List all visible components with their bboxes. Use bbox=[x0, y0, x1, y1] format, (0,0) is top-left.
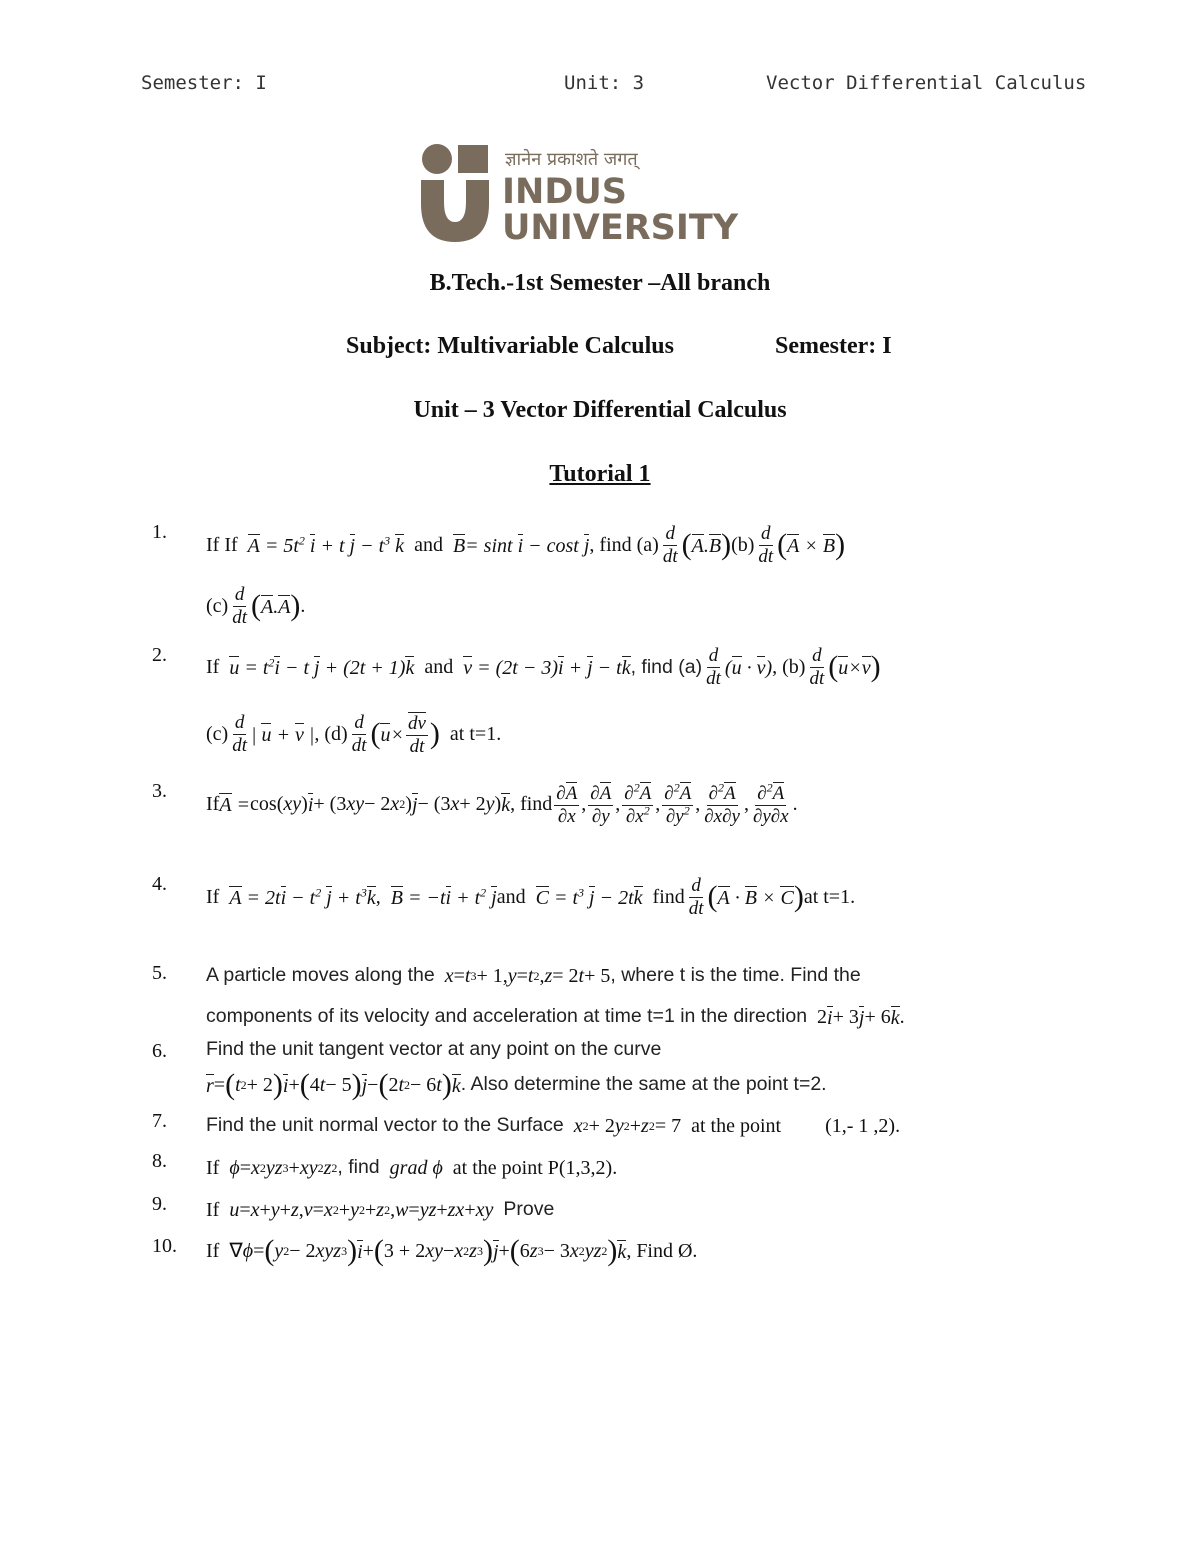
question-number: 7. bbox=[152, 1110, 167, 1132]
question-number: 9. bbox=[152, 1193, 167, 1215]
question-5-line-1: A particle moves along the x = t 3 + 1, y = t 2 , z = 2 t + 5 , where t is the time. Find the bbox=[206, 964, 861, 987]
question-6-line-1: Find the unit tangent vector at any point on the curve bbox=[206, 1038, 662, 1060]
logo-u-shape-icon bbox=[421, 180, 489, 242]
question-10-line: If ∇ ϕ = ( y 2 − 2 xyz 3 ) i + ( 3 + 2 xy − x 2 z 3 ) j + ( 6 z 3 − 3 x 2 yz 2 ) k , Find Ø. bbox=[206, 1234, 698, 1267]
question-2-line-1: If $u = t^2i - t$ j + (2t + 1)k and v = (2t − 3)i + j − tk , find (a) $\frac{d}{dt}$ (u · v) , (b) $\frac{d}{dt}$ ( u×v ) bbox=[206, 645, 881, 689]
question-9-line: If u = x + y + z , v = x 2 + y 2 + z 2 , w = yz + zx + xy Prove bbox=[206, 1198, 555, 1221]
logo-square-icon bbox=[458, 145, 488, 173]
subject-title: Subject: Multivariable Calculus bbox=[346, 333, 674, 359]
program-title: B.Tech.-1st Semester –All branch bbox=[429, 270, 771, 296]
logo-dot-icon bbox=[422, 144, 452, 174]
question-1-line-2: (c) $\frac{d}{dt}$ ( A.A ) . bbox=[206, 584, 306, 628]
semester-title: Semester: I bbox=[775, 333, 892, 359]
question-number: 3. bbox=[152, 780, 167, 802]
question-number: 5. bbox=[152, 962, 167, 984]
question-1-line-1: If If $A = 5t^2$ i + t $j - t^3$ k and B= sint i − cost j , find (a) $\frac{d}{dt}$ ( A.B ) (b) $\frac{d}{dt}$ ( A × B ) bbox=[206, 523, 846, 567]
question-2-line-2: (c) $\frac{d}{dt}$ | u + v | , (d) $\frac{d}{dt}$ ( u× $\frac{dv}{dt}$ ) at t=1. bbox=[206, 712, 502, 757]
question-number: 4. bbox=[152, 873, 167, 895]
question-3-line: If A = cos( xy ) i + (3 xy − 2 x 2 ) j − (3 x + 2 y ) k , find $\frac{\partial A}{\partial x}$ , $\frac{\partial A}{\partial y}$ , $\frac{\partial^2A}{\partial x^2}$ , $\frac{\partial^2A}{\partial y^2}$ , $\frac{\partial^2A}{\partial x\partial y}$ , $\frac{\partial^2A}{\partial y\partial x}$ . bbox=[206, 780, 798, 827]
question-number: 2. bbox=[152, 644, 167, 666]
question-number: 8. bbox=[152, 1150, 167, 1172]
logo-tagline: ज्ञानेन प्रकाशते जगत् bbox=[505, 149, 638, 170]
question-6-line-2: r = ( t 2 + 2 ) i + ( 4 t − 5 ) j − ( 2 t 2 − 6 t ) k . Also determine the same at the point t=2. bbox=[206, 1068, 827, 1101]
question-5-line-2: components of its velocity and acceleration at time t=1 in the direction 2 i + 3 j + 6 k . bbox=[206, 1005, 905, 1029]
indus-university-logo bbox=[418, 140, 788, 246]
tutorial-title: Tutorial 1 bbox=[549, 461, 651, 487]
running-header bbox=[0, 72, 1200, 98]
header-topic: Vector Differential Calculus bbox=[766, 72, 1087, 94]
logo-word-indus: INDUS bbox=[502, 172, 627, 212]
question-8-line: If ϕ = x 2 yz 3 + xy 2 z 2 , find grad ϕ at the point P(1,3,2). bbox=[206, 1156, 618, 1179]
question-4-line: If $A = 2ti - t^2$ $j + t^3k$ , $B = -ti + t^2$ j and $C = t^3$ j − 2tk find $\frac{d}{dt}$ ( A · B × C ) at t=1. bbox=[206, 875, 856, 919]
question-number: 6. bbox=[152, 1040, 167, 1062]
header-unit: Unit: 3 bbox=[564, 72, 645, 94]
question-number: 10. bbox=[152, 1235, 177, 1257]
unit-title: Unit – 3 Vector Differential Calculus bbox=[413, 397, 787, 423]
question-7-line: Find the unit normal vector to the Surface x 2 + 2 y 2 + z 2 = 7 at the point (1,- 1 ,2). bbox=[206, 1114, 901, 1137]
logo-word-university: UNIVERSITY bbox=[502, 208, 739, 246]
header-semester: Semester: I bbox=[141, 72, 267, 94]
question-number: 1. bbox=[152, 521, 167, 543]
